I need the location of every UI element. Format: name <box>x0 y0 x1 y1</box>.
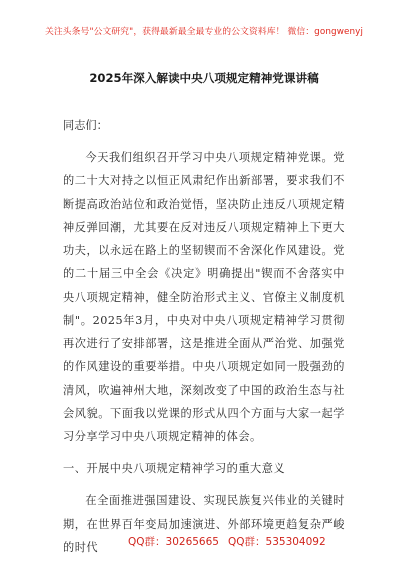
salutation: 同志们： <box>63 119 108 132</box>
document-body <box>63 114 345 559</box>
section-paragraph: 在全面推进强国建设、实现民族复兴伟业的关键时期，在世界百年变局加速演进、外部环境更趋复杂严峻的时代 <box>63 494 345 554</box>
intro-paragraph: 今天我们组织召开学习中央八项规定精神党课。党的二十大对持之以恒正风肃纪作出新部署，要求我们不断提高政治站位和政治觉悟，坚决防止违反八项规定精神反弹回潮，尤其要在反对违反八项规定精神上下更大功夫，以永远在路上的坚韧锲而不舍深化作风建设。党的二十届三中全会《决定》明确提出"锲而不舍落实中央八项规定精神，健全防治形式主义、官僚主义制度机制"。2025年3月，中央对中央八项规定精神学习贯彻再次进行了安排部署，这是推进全面从严治党、加强党的作风建设的重要举措。中央八项规定如同一股强劲的清风，吹遍神州大地，深刻改变了中国的政治生态与社会风貌。下面我以党课的形式从四个方面与大家一起学习分享学习中央八项规定精神的体会。 <box>63 151 345 443</box>
document-title: 2025年深入解读中央八项规定精神党课讲稿 <box>89 71 319 85</box>
section-heading: 一、开展中央八项规定精神学习的重大意义 <box>63 462 286 476</box>
header-promo-note: 关注头条号"公文研究"，获得最新最全最专业的公文资料库！ 微信：gongwenyj <box>44 27 364 37</box>
qq-group-left: QQ群：30265665 <box>128 536 219 548</box>
qq-group-right: QQ群：535304092 <box>228 536 326 548</box>
